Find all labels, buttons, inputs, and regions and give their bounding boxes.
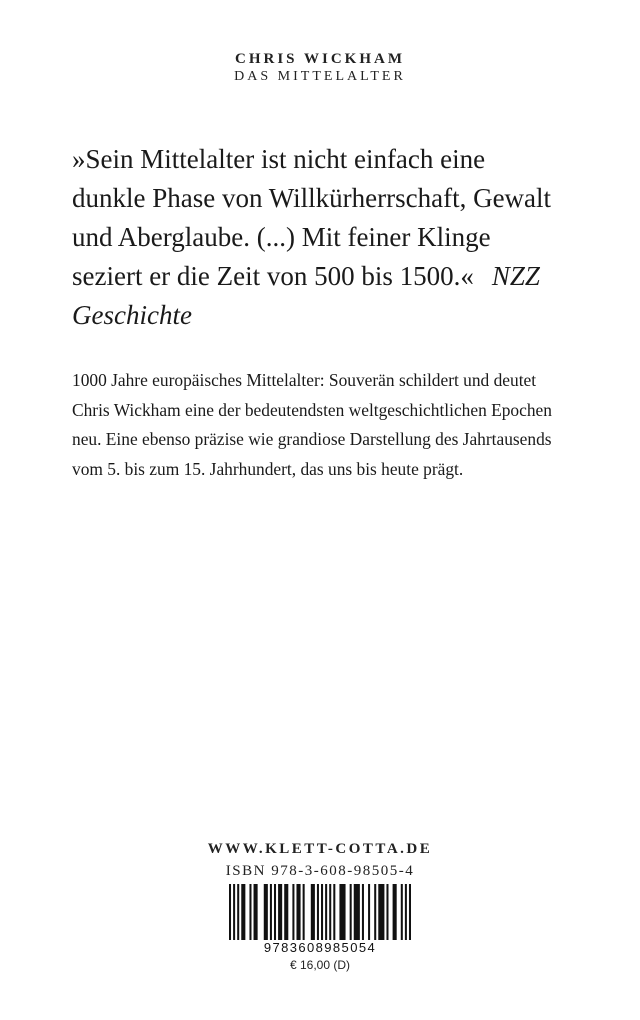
price: € 16,00 (D) bbox=[289, 958, 351, 972]
barcode-bar bbox=[374, 884, 376, 940]
barcode-bar bbox=[405, 884, 407, 940]
barcode-bar bbox=[409, 884, 411, 940]
barcode-bar bbox=[270, 884, 272, 940]
barcode-bar bbox=[237, 884, 239, 940]
book-title: DAS MITTELALTER bbox=[234, 69, 406, 84]
barcode-bar bbox=[241, 884, 245, 940]
barcode-bar bbox=[317, 884, 319, 940]
press-quote bbox=[72, 140, 562, 335]
publisher-website: WWW.KLETT-COTTA.DE bbox=[207, 841, 433, 857]
barcode-bar bbox=[229, 884, 231, 940]
barcode-bar bbox=[284, 884, 288, 940]
barcode-bar bbox=[401, 884, 403, 940]
barcode-bar bbox=[354, 884, 360, 940]
barcode-bar bbox=[311, 884, 315, 940]
barcode-bar bbox=[329, 884, 331, 940]
barcode-bar bbox=[233, 884, 235, 940]
isbn-number: ISBN 978-3-608-98505-4 bbox=[225, 863, 415, 879]
barcode-bar bbox=[254, 884, 258, 940]
barcode-bar bbox=[303, 884, 305, 940]
barcode-bar bbox=[362, 884, 364, 940]
book-description: 1000 Jahre europäisches Mittelalter: Souverän schildert und deutet Chris Wickham eine der bedeutendsten weltgeschichtlichen Epochen neu. Eine ebenso präzise wie grandiose Darstellung des Jahrtausends vom 5. bis zum 15. Jahrhundert, das uns bis heute prägt. bbox=[72, 370, 552, 479]
barcode bbox=[229, 884, 411, 956]
barcode-bar bbox=[393, 884, 397, 940]
barcode-bar bbox=[249, 884, 251, 940]
barcode-digits: 9783608985054 bbox=[263, 940, 377, 955]
barcode-bar bbox=[264, 884, 268, 940]
barcode-bar bbox=[321, 884, 323, 940]
barcode-bar bbox=[278, 884, 282, 940]
barcode-bar bbox=[386, 884, 388, 940]
barcode-bar bbox=[368, 884, 370, 940]
barcode-bar bbox=[325, 884, 327, 940]
barcode-bars bbox=[229, 884, 411, 940]
barcode-bar bbox=[350, 884, 352, 940]
quote-text: »Sein Mittelalter ist nicht einfach eine dunkle Phase von Willkürherrschaft, Gewalt und Aberglaube. (...) Mit feiner Klinge seziert er die Zeit von 500 bis 1500.« bbox=[72, 144, 552, 291]
barcode-bar bbox=[378, 884, 384, 940]
barcode-bar bbox=[296, 884, 300, 940]
barcode-bar bbox=[339, 884, 345, 940]
barcode-bar bbox=[292, 884, 294, 940]
barcode-bar bbox=[274, 884, 276, 940]
quote-source: NZZ Geschichte bbox=[72, 261, 540, 330]
barcode-bar bbox=[333, 884, 335, 940]
author-name: CHRIS WICKHAM bbox=[235, 51, 405, 67]
